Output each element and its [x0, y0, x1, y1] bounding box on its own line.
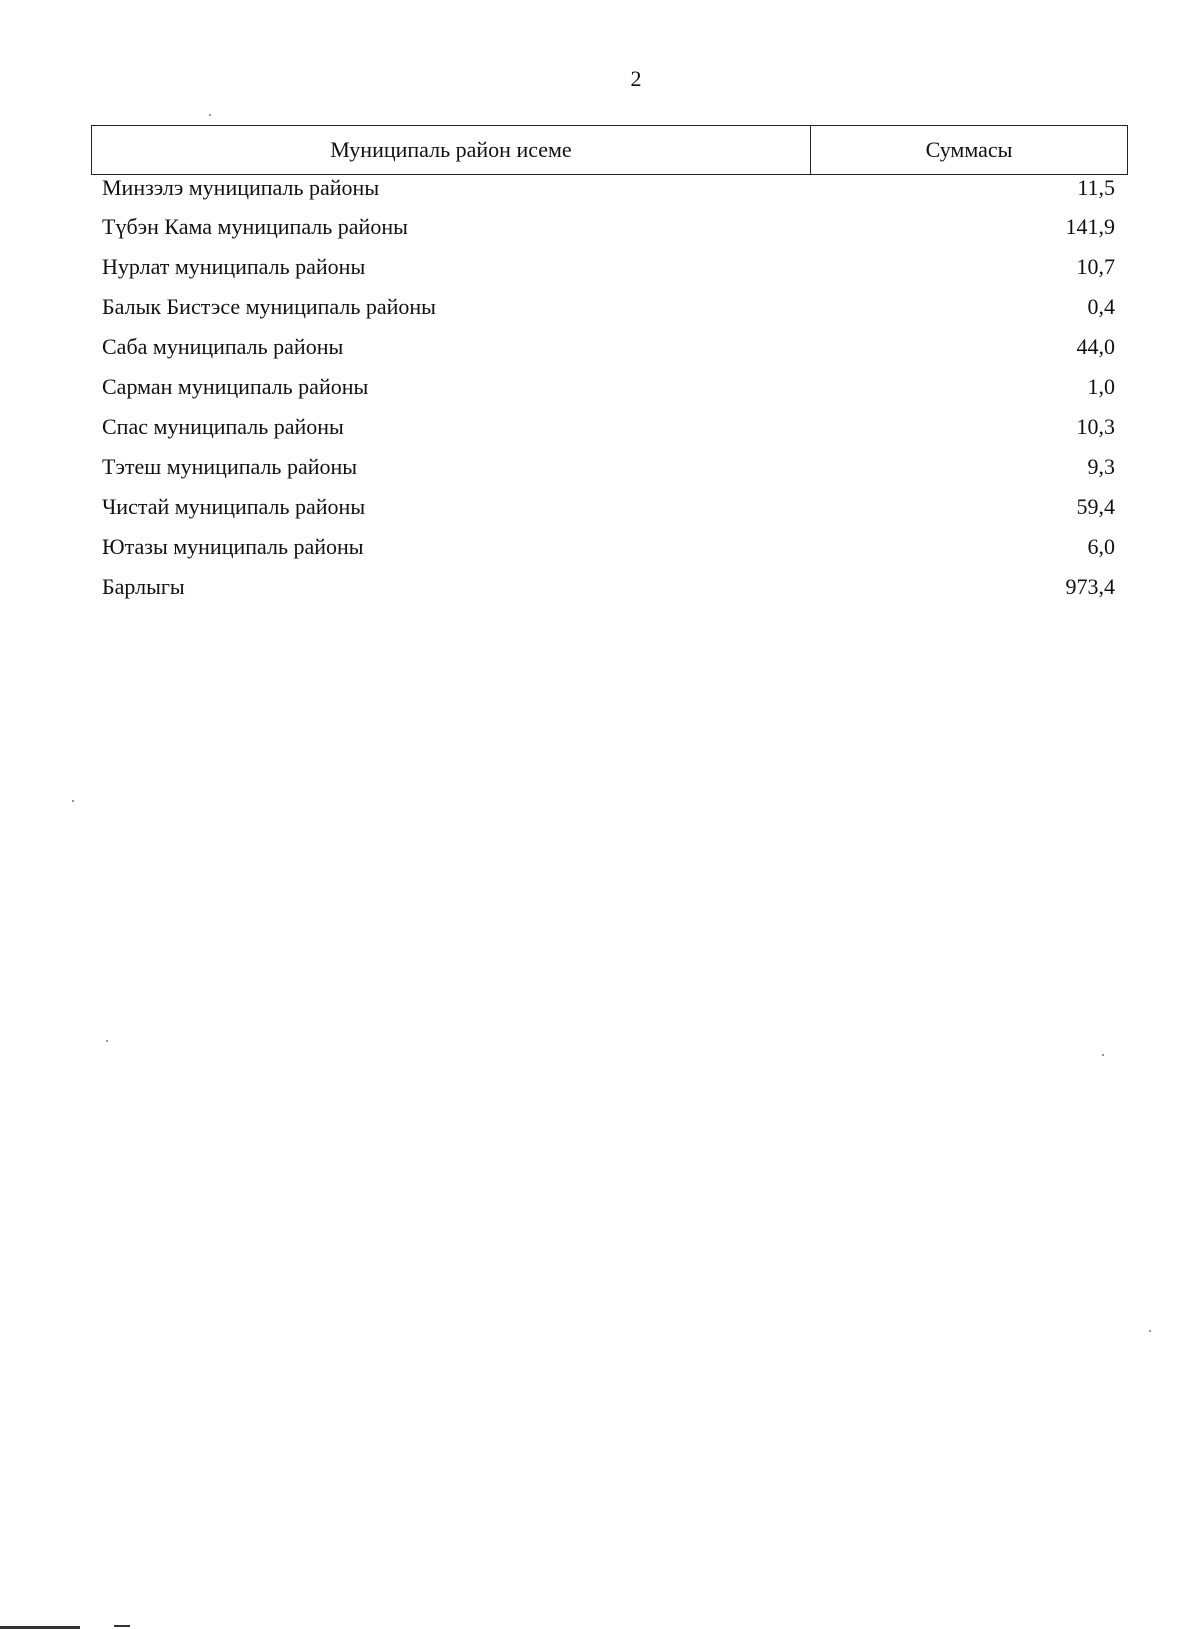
table-row	[91, 327, 1128, 367]
table-row	[91, 207, 1128, 247]
table-row	[91, 287, 1128, 327]
district-sum: 1,0	[1087, 374, 1115, 399]
district-sum: 44,0	[1076, 334, 1115, 359]
table-header-row	[91, 125, 1128, 175]
district-sum: 10,3	[1076, 414, 1115, 439]
table-row	[91, 447, 1128, 487]
page-number: 2	[630, 66, 642, 91]
district-name: Ютазы муниципаль районы	[102, 534, 364, 559]
district-sum: 6,0	[1087, 534, 1115, 559]
district-sum: 11,5	[1077, 175, 1115, 200]
scan-speck	[72, 800, 74, 802]
table-row	[91, 247, 1128, 287]
district-sum: 141,9	[1065, 214, 1115, 239]
scan-speck	[1102, 1054, 1104, 1056]
table-row	[91, 407, 1128, 447]
district-name: Минзэлэ муниципаль районы	[102, 175, 380, 200]
district-name: Нурлат муниципаль районы	[102, 254, 366, 279]
table-row	[91, 487, 1128, 527]
header-sum: Суммасы	[925, 137, 1013, 162]
district-name: Балык Бистэсе муниципаль районы	[102, 294, 436, 319]
table-row	[91, 367, 1128, 407]
table-total-row	[91, 567, 1128, 607]
district-sum: 59,4	[1076, 494, 1115, 519]
district-name: Чистай муниципаль районы	[102, 494, 366, 519]
district-name: Сарман муниципаль районы	[102, 374, 369, 399]
district-name: Түбэн Кама муниципаль районы	[102, 214, 408, 239]
table-body	[91, 175, 1128, 607]
district-name: Тэтеш муниципаль районы	[102, 454, 358, 479]
district-sum: 0,4	[1087, 294, 1115, 319]
district-name: Спас муниципаль районы	[102, 414, 344, 439]
scan-edge-mark	[114, 1625, 130, 1627]
scan-speck	[209, 114, 211, 116]
total-label: Барлыгы	[102, 574, 185, 599]
district-sum: 9,3	[1087, 454, 1115, 479]
district-sum-table	[91, 125, 1128, 607]
district-sum: 10,7	[1076, 254, 1115, 279]
header-district-name: Муниципаль район исеме	[92, 126, 811, 174]
scan-speck	[106, 1040, 108, 1042]
scan-speck	[1149, 1330, 1151, 1332]
district-name: Саба муниципаль районы	[102, 334, 344, 359]
table-row	[91, 175, 1128, 207]
table-row	[91, 527, 1128, 567]
total-sum: 973,4	[1065, 574, 1115, 599]
